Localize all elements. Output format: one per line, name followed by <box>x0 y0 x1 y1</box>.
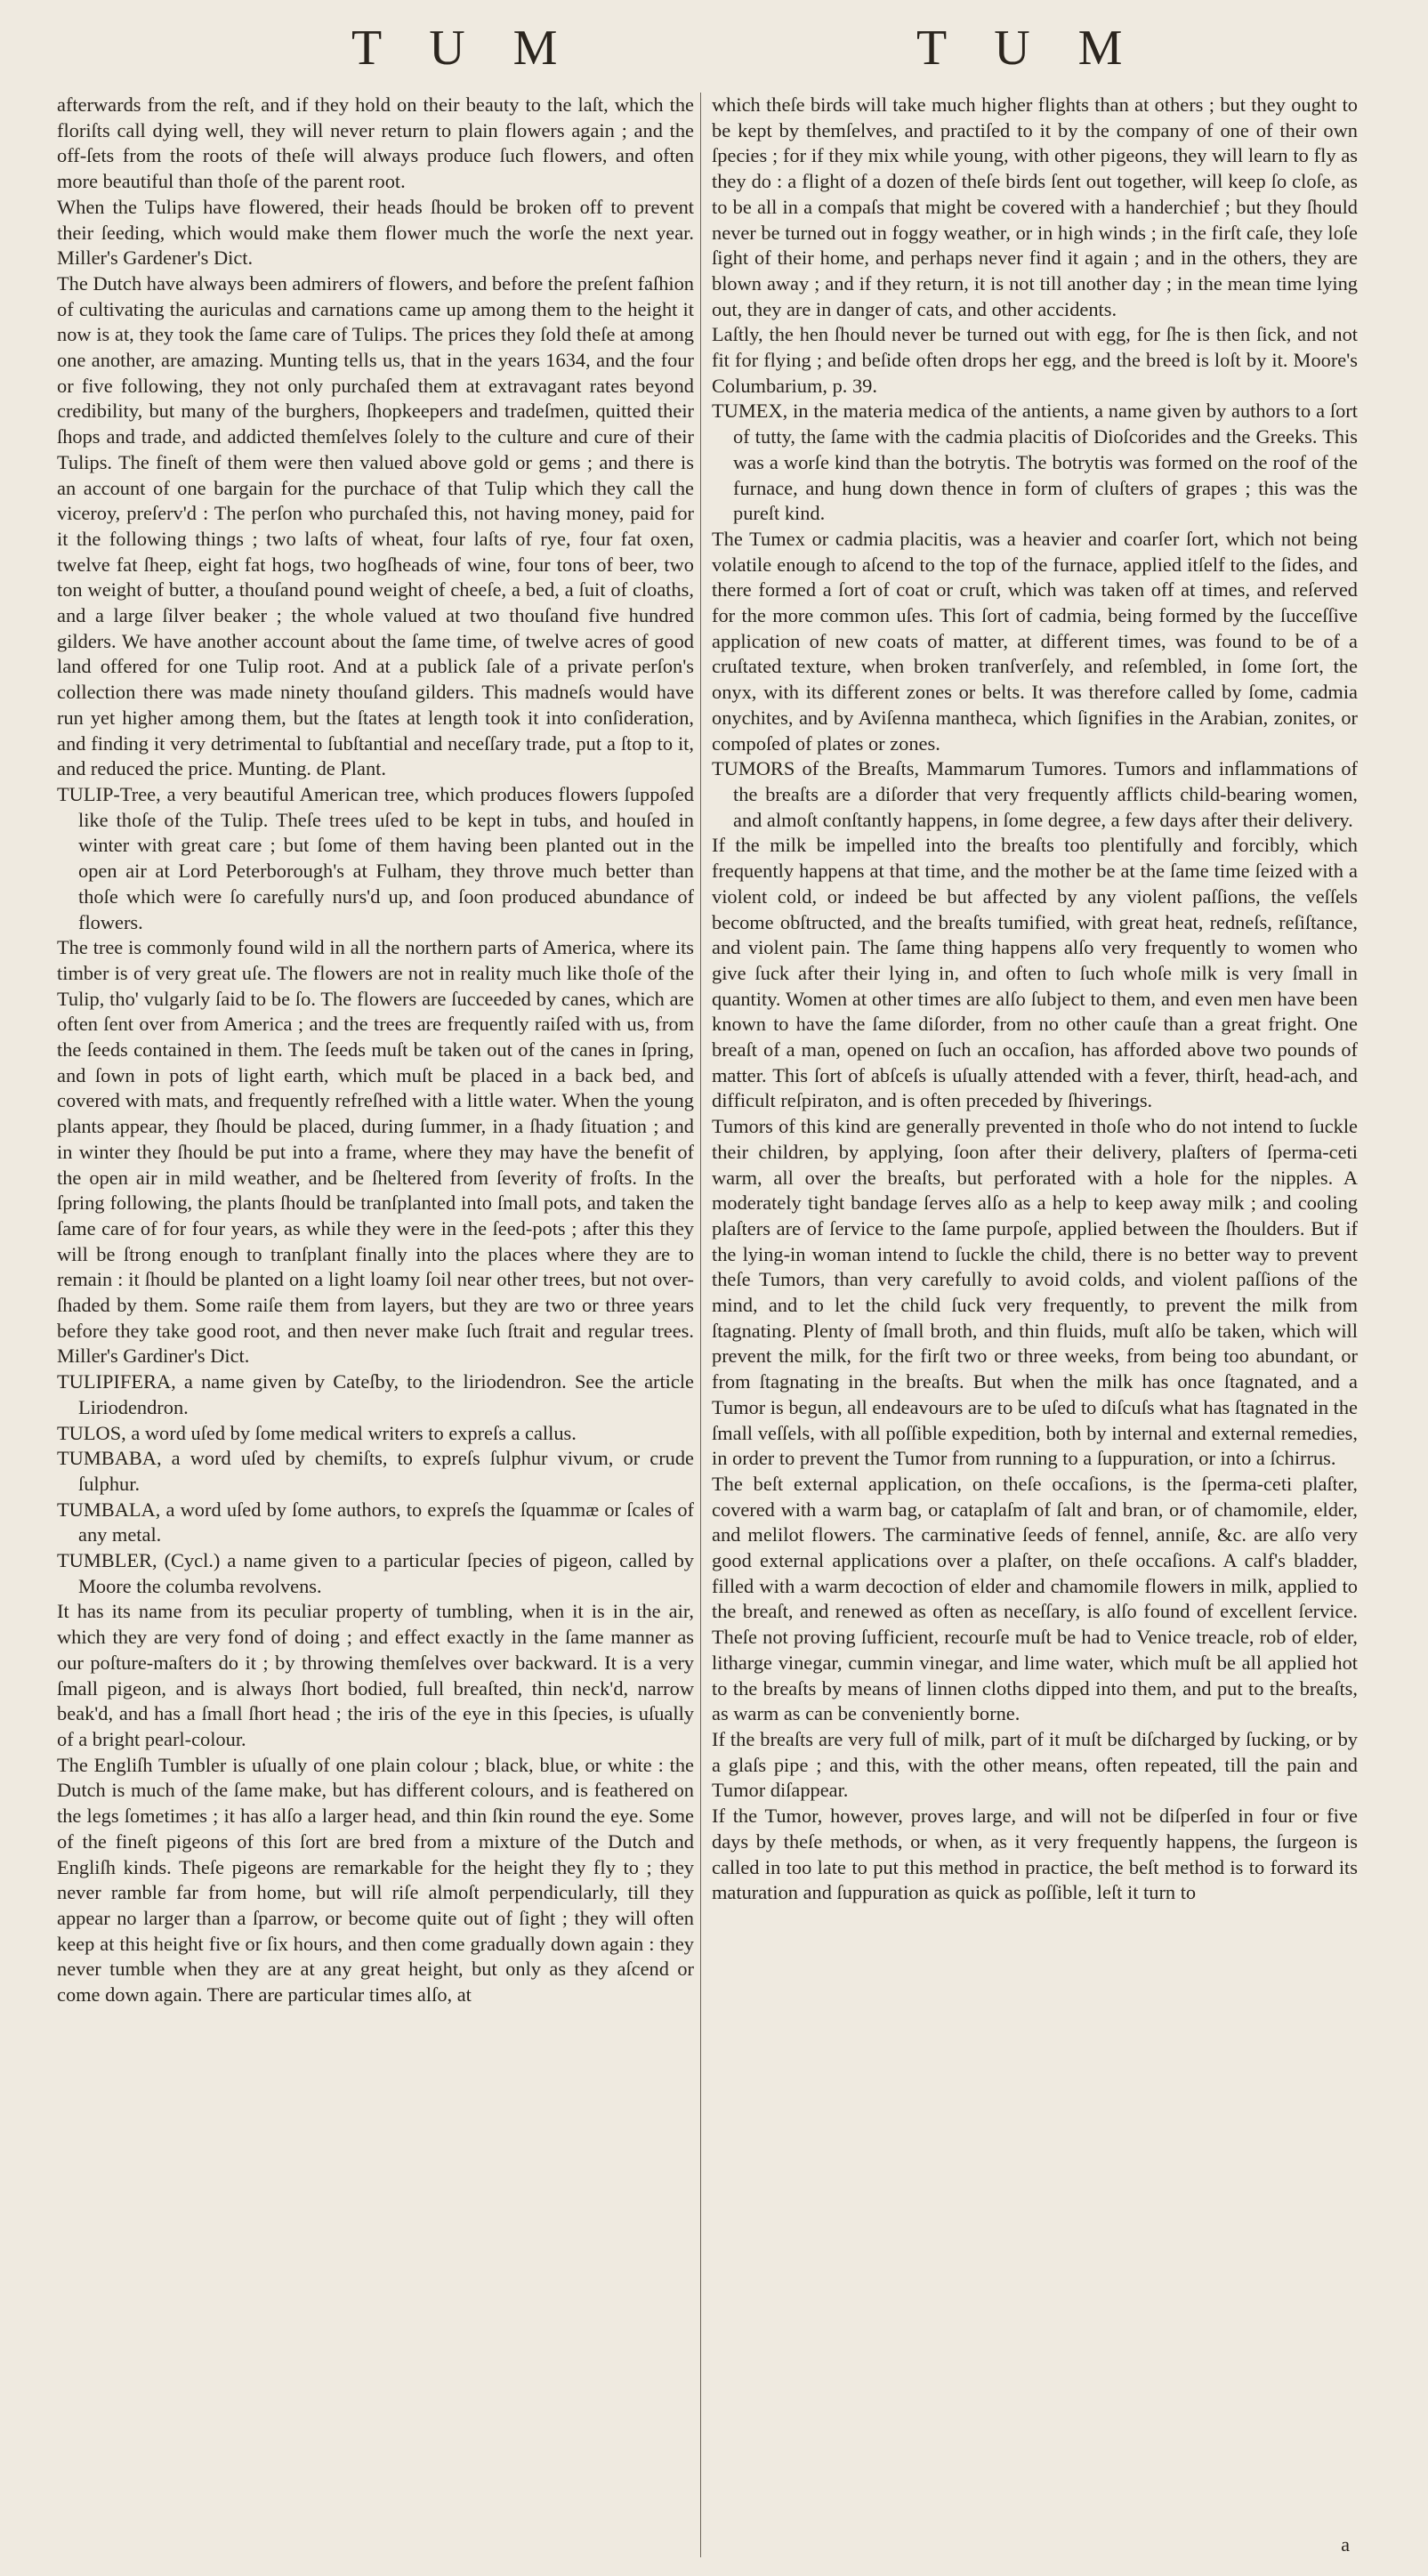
paragraph: Tumors of this kind are generally prevented in thoſe who do not intend to ſuckle their children, by applying, ſoon after their delivery, plaſters of ſperma-ceti warm, all over the breaſts, but perforated with a hole for the nipples. A moderately tight bandage ſerves alſo as a help to keep away milk ; and cooling plaſters are of ſervice to the ſame purpoſe, applied between the ſhoulders. But if the lying-in woman intend to ſuckle the child, there is no better way to prevent theſe Tumors, than very carefully to avoid colds, and violent paſſions of the mind, and to let the child ſuck very frequently, to prevent the milk from ſtagnating. Plenty of ſmall broth, and thin fluids, muſt alſo be taken, which will prevent the milk, for the firſt two or three weeks, from being too abundant, or from ſtagnating in the breaſts. But when the milk has once ſtagnated, and a Tumor is begun, all endeavours are to be uſed to diſcuſs what has ſtagnated in the ſmall veſſels, with all poſſible expedition, both by internal and external remedies, in order to prevent the Tumor from running to a ſuppuration, or into a ſchirrus. <box>712 1115 1358 1470</box>
dictionary-entry: TULIPIFERA, a name given by Cateſby, to the liriodendron. See the article Liriodendron. <box>57 1370 694 1418</box>
paragraph: The tree is commonly found wild in all the northern parts of America, where its timber is of very great uſe. The flowers are not in reality much like thoſe of the Tulip, tho' vulgarly ſaid to be ſo. The flowers are ſucceeded by canes, which are often ſent over from America ; and the trees are frequently raiſed with us, from the ſeeds contained in them. The ſeeds muſt be taken out of the canes in ſpring, and ſown in pots of light earth, which muſt be placed in a back bed, and covered with mats, and frequently refreſhed with a little water. When the young plants appear, they ſhould be placed, during ſummer, in a ſhady ſituation ; and in winter they ſhould be put into a frame, where they may have the benefit of the open air in mild weather, and be ſheltered from ſeverity of froſts. In the ſpring following, the plants ſhould be tranſplanted into ſmall pots, and taken the ſame care of for four years, as while they were in the ſeed-pots ; after this they will be ſtrong enough to tranſplant finally into the places where they are to remain : it ſhould be planted on a light loamy ſoil near other trees, but not over-ſhaded by them. Some raiſe them from layers, but they are two or three years before they take good root, and then never make ſuch ſtrait and regular trees. Miller's Gardiner's Dict. <box>57 936 694 1368</box>
column-divider <box>700 93 701 2557</box>
dictionary-entry: TUMBLER, (Cycl.) a name given to a particular ſpecies of pigeon, called by Moore the columba revolvens. <box>57 1549 694 1597</box>
dictionary-entry: TULIP-Tree, a very beautiful American tree, which produces flowers ſuppoſed like thoſe of the Tulip. Theſe trees uſed to be kept in tubs, and houſed in winter with great care ; but ſome of them having been planted out in the open air at Lord Peterborough's at Fulham, they throve much better than thoſe which were ſo carefully nurs'd up, and ſoon produced abundance of flowers. <box>57 782 694 933</box>
dictionary-entry: TUMORS of the Breaſts, Mammarum Tumores. Tumors and inflammations of the breaſts are a diſorder that very frequently afflicts child-bearing women, and almoſt conſtantly happens, in ſome degree, a few days after their delivery. <box>712 757 1358 831</box>
paragraph: The beſt external application, on theſe occaſions, is the ſperma-ceti plaſter, covered with a warm bag, or cataplaſm of ſalt and bran, or of chamomile, elder, and melilot flowers. The carminative ſeeds of fennel, anniſe, &c. are alſo very good external applications over a plaſter, on theſe occaſions. A calf's bladder, filled with a warm decoction of elder and chamomile flowers in milk, applied to the breaſt, and renewed as often as neceſſary, is alſo found of excellent ſervice. Theſe not proving ſufficient, recourſe muſt be had to Venice treacle, rob of elder, litharge vinegar, cummin vinegar, and lime water, which muſt be all applied hot to the breaſts by means of linnen cloths dipped into them, and put to the breaſts, as warm as can be conveniently borne. <box>712 1472 1358 1725</box>
dictionary-entry: TUMBABA, a word uſed by chemiſts, to expreſs ſulphur vivum, or crude ſulphur. <box>57 1447 694 1495</box>
signature-mark: a <box>1341 2533 1350 2556</box>
left-column <box>57 93 694 2008</box>
dictionary-entry: TUMBALA, a word uſed by ſome authors, to expreſs the ſquammæ or ſcales of any metal. <box>57 1498 694 1546</box>
dictionary-entry: TULOS, a word uſed by ſome medical writers to expreſs a callus. <box>57 1421 577 1444</box>
paragraph: Laſtly, the hen ſhould never be turned out with egg, for ſhe is then ſick, and not fit for flying ; and beſide often drops her egg, and the breed is loſt by it. Moore's Columbarium, p. 39. <box>712 323 1358 397</box>
paragraph: When the Tulips have flowered, their heads ſhould be broken off to prevent their ſeeding, which would make them flower much the worſe the next year. Miller's Gardener's Dict. <box>57 195 694 270</box>
paragraph: The Tumex or cadmia placitis, was a heavier and coarſer ſort, which not being volatile enough to aſcend to the top of the furnace, applied itſelf to the ſides, and there formed a ſort of coat or cruſt, which was taken off at times, and reſerved for the more common uſes. This ſort of cadmia, being formed by the ſucceſſive application of new coats of matter, at different times, was found to be of a cruſtated texture, when broken tranſverſely, and reſembled, in ſome ſort, the onyx, with its different zones or belts. It was therefore called by ſome, cadmia onychites, and by Aviſenna mantheca, which ſignifies in the Arabian, zonites, or compoſed of plates or zones. <box>712 527 1358 755</box>
running-head-right: T U M <box>916 20 1141 76</box>
paragraph: The Dutch have always been admirers of flowers, and before the preſent faſhion of cultivating the auriculas and carnations came up among them to the height it now is at, they took the ſame care of Tulips. The prices they ſold theſe at among one another, are amazing. Munting tells us, that in the years 1634, and the four or five following, they not only purchaſed them at extravagant rates beyond credibility, but many of the burghers, ſhopkeepers and tradeſmen, quitted their ſhops and trade, and addicted themſelves ſolely to the culture and cure of their Tulips. The fineſt of them were then valued above gold or gems ; and there is an account of one bargain for the purchace of that Tulip which they call the viceroy, preſerv'd : The perſon who purchaſed this, not having money, paid for it the following things ; two laſts of wheat, four laſts of rye, four fat oxen, twelve fat ſheep, eight fat hogs, two hogſheads of wine, four tons of beer, two ton weight of butter, a thouſand pound weight of cheeſe, a bed, a ſuit of cloaths, and a large ſilver beaker ; the whole valued at two thouſand five hundred gilders. We have another account about the ſame time, of twelve acres of good land offered for one Tulip root. And at a publick ſale of a private perſon's collection there was made ninety thouſand gilders. This madneſs would have run yet higher among them, but the ſtates at length took it into conſideration, and finding it very detrimental to ſubſtantial and neceſſary trade, put a ſtop to it, and reduced the price. Munting. de Plant. <box>57 271 694 780</box>
dictionary-entry: TUMEX, in the materia medica of the antients, a name given by authors to a ſort of tutty, the ſame with the cadmia placitis of Dioſcorides and the Greeks. This was a worſe kind than the botrytis. The botrytis was formed on the roof of the furnace, and hung down thence in form of cluſters of grapes ; this was the pureſt kind. <box>712 400 1358 525</box>
paragraph: It has its name from its peculiar property of tumbling, when it is in the air, which they are very fond of doing ; and effect exactly in the ſame manner as our poſture-maſters do it ; by throwing themſelves over backward. It is a very ſmall pigeon, and is always ſhort bodied, full breaſted, thin neck'd, narrow beak'd, and has a ſmall ſhort head ; the iris of the eye in this ſpecies, is uſually of a bright pearl-colour. <box>57 1600 694 1750</box>
running-head-left: T U M <box>351 20 576 76</box>
paragraph: If the Tumor, however, proves large, and will not be diſperſed in four or five days by theſe methods, or when, as it very frequently happens, the ſurgeon is called in too late to put this method in practice, the beſt method is to forward its maturation and ſuppuration as quick as poſſible, leſt it turn to <box>712 1805 1358 1904</box>
paragraph: afterwards from the reſt, and if they hold on their beauty to the laſt, which the floriſts call dying well, they will never return to plain flowers again ; and the off-ſets from the roots of theſe will always produce ſuch flowers, and often more beautiful than thoſe of the parent root. <box>57 93 694 193</box>
paragraph: If the milk be impelled into the breaſts too plentifully and forcibly, which frequently happens at that time, and the mother be at the ſame time ſeized with a violent cold, or indeed be but affected by any violent paſſions, the veſſels become obſtructed, and the breaſts tumified, with great heat, redneſs, reſiſtance, and violent pain. The ſame thing happens alſo very frequently to women who give ſuck after their lying in, and often to ſuch whoſe milk is very ſmall in quantity. Women at other times are alſo ſubject to them, and even men have been known to have the ſame diſorder, from no other cauſe than a great fright. One breaſt of a man, opened on ſuch an occaſion, has afforded above two pounds of matter. This ſort of abſceſs is uſually attended with a fever, thirſt, head-ach, and difficult reſpiraton, and is often preceded by ſhiverings. <box>712 834 1358 1112</box>
right-column <box>712 93 1358 1906</box>
paragraph: The Engliſh Tumbler is uſually of one plain colour ; black, blue, or white : the Dutch is much of the ſame make, but has different colours, and is feathered on the legs ſometimes ; it has alſo a larger head, and thin ſkin round the eye. Some of the fineſt pigeons of this ſort are bred from a mixture of the Dutch and Engliſh kinds. Theſe pigeons are remarkable for the height they fly to ; they never ramble far from home, but will riſe almoſt perpendicularly, till they appear no larger than a ſparrow, or become quite out of ſight ; they will often keep at this height five or ſix hours, and then come gradually down again : they never tumble when they are at any great height, but only as they aſcend or come down again. There are particular times alſo, at <box>57 1753 694 2007</box>
paragraph: which theſe birds will take much higher flights than at others ; but they ought to be kept by themſelves, and practiſed to it by the company of one of their own ſpecies ; for if they mix while young, with other pigeons, they will learn to fly as they do : a flight of a dozen of theſe birds ſent out together, will keep ſo cloſe, as to be all in a compaſs that might be covered with a handerchief ; but they ſhould never be turned out in foggy weather, or in high winds ; in the firſt caſe, they loſe ſight of their home, and perhaps never find it again ; and in the others, they are blown away ; and if they return, it is not till another day ; in the mean time lying out, they are in danger of cats, and other accidents. <box>712 93 1358 320</box>
paragraph: If the breaſts are very full of milk, part of it muſt be diſcharged by ſucking, or by a glaſs pipe ; and this, with the other means, often repeated, till the pain and Tumor diſappear. <box>712 1728 1358 1802</box>
